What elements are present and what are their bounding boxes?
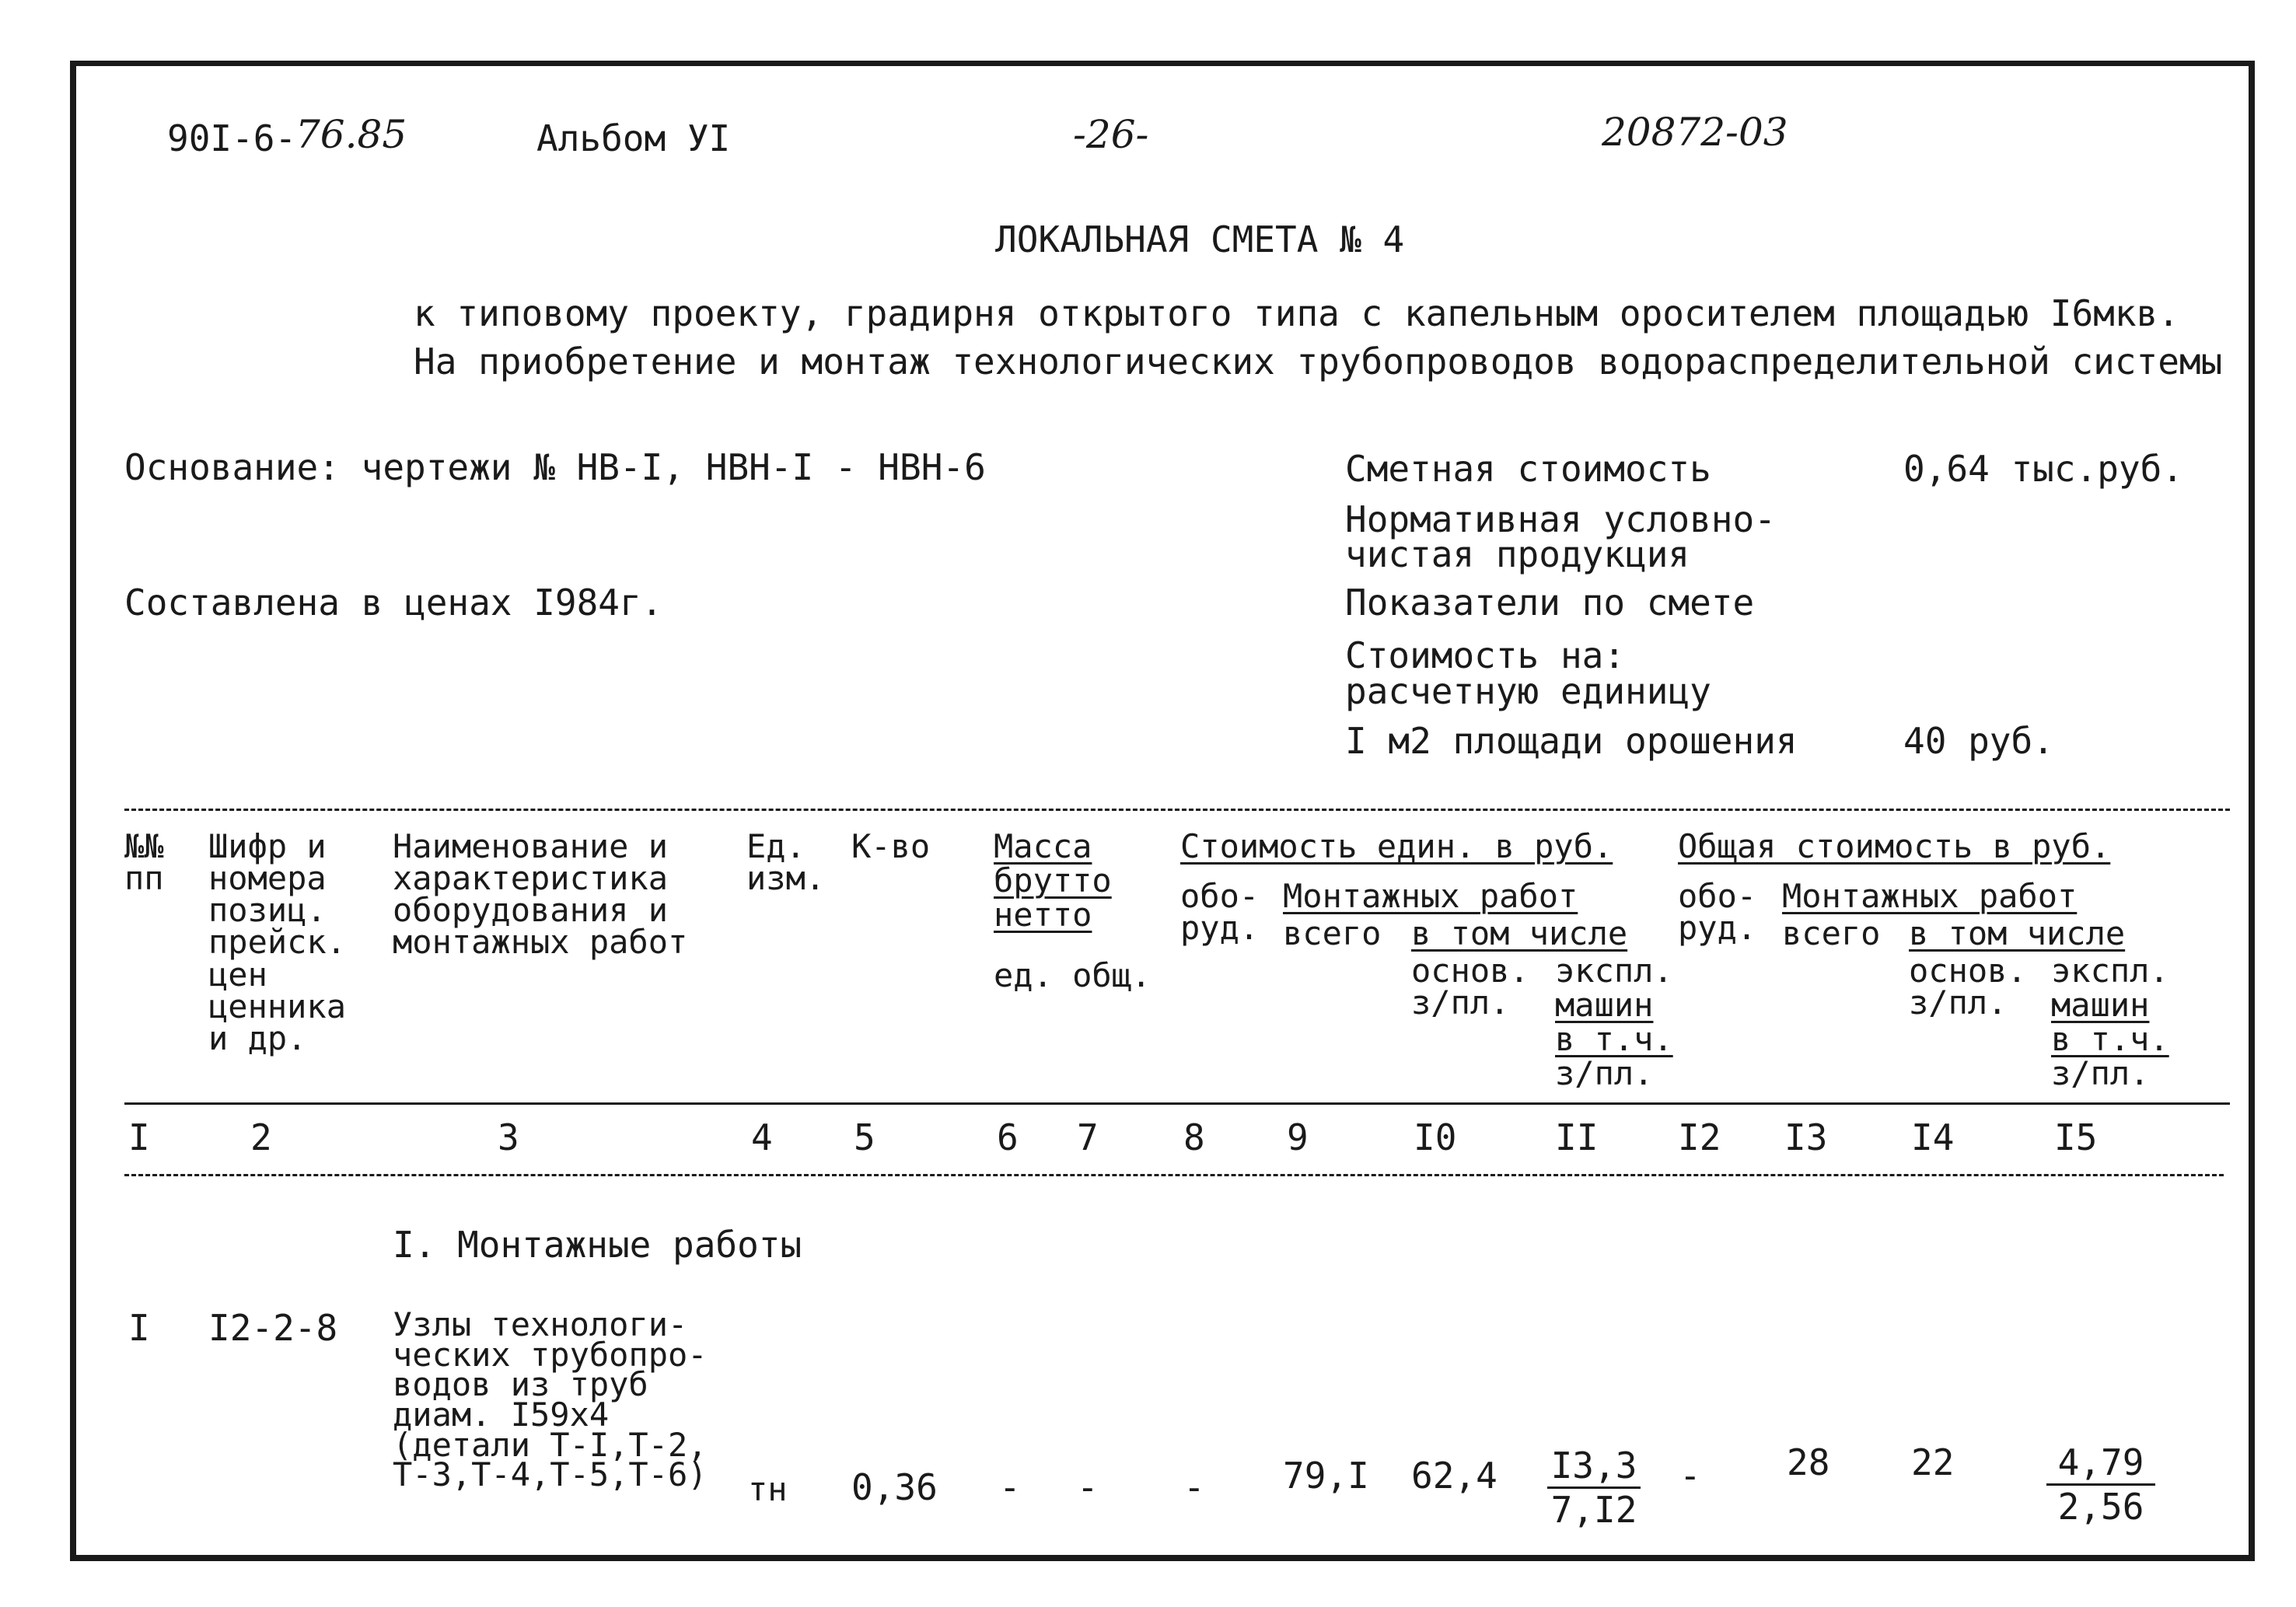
column-number: 9 bbox=[1287, 1116, 1309, 1158]
area-label: I м2 площади орошения bbox=[1345, 720, 1798, 762]
header-mass-brutto: брутто bbox=[994, 861, 1112, 900]
header-unit-mount: Монтажных работ bbox=[1283, 877, 1578, 915]
row-machines-wage-unit: 7,I2 bbox=[1550, 1489, 1637, 1531]
row-machines-total-fraction bbox=[2046, 1441, 2155, 1528]
column-number: 2 bbox=[250, 1116, 272, 1158]
area-value: 40 руб. bbox=[1903, 720, 2054, 762]
column-number: I bbox=[128, 1116, 150, 1158]
normative-label-2: чистая продукция bbox=[1345, 533, 1690, 575]
page-number: -26- bbox=[1073, 112, 1149, 157]
header-unit-machines: экспл. bbox=[1555, 952, 1673, 990]
column-number: 4 bbox=[751, 1116, 773, 1158]
row-base-wage-total: 22 bbox=[1911, 1441, 1955, 1483]
row-mass-unit: - bbox=[999, 1466, 1021, 1508]
document-number: 20872-03 bbox=[1602, 110, 1788, 155]
row-machines-unit: I3,3 bbox=[1547, 1448, 1641, 1489]
column-number: I0 bbox=[1414, 1116, 1457, 1158]
header-total-incl: в том числе bbox=[1909, 914, 2126, 952]
column-number: II bbox=[1555, 1116, 1599, 1158]
header-total-machines: экспл. bbox=[2051, 952, 2169, 990]
header-total-equip: обо- руд. bbox=[1678, 877, 1757, 948]
basis-text: Основание: чертежи № НВ-I, НВН-I - НВН-6 bbox=[124, 446, 986, 488]
table-top-rule bbox=[124, 809, 2230, 811]
header-code: Шифр и номера позиц. прейск. цен ценника и др. bbox=[208, 827, 347, 1057]
column-number: 3 bbox=[498, 1116, 519, 1158]
row-mount-total-unit: 79,I bbox=[1283, 1455, 1369, 1497]
column-number: I4 bbox=[1911, 1116, 1955, 1158]
row-mount-total: 28 bbox=[1787, 1441, 1830, 1483]
row-machines-unit-fraction bbox=[1547, 1445, 1641, 1531]
header-mass-units: ед. общ. bbox=[994, 956, 1151, 994]
column-number: 7 bbox=[1077, 1116, 1099, 1158]
header-unit-equip: обо- руд. bbox=[1180, 877, 1260, 948]
row-base-wage-unit: 62,4 bbox=[1411, 1455, 1497, 1497]
header-total-incl-wage: в т.ч. bbox=[2051, 1020, 2169, 1058]
header-unit-base-wage: основ. з/пл. bbox=[1411, 952, 1529, 1022]
header-row-number: №№ пп bbox=[124, 827, 164, 898]
header-unit-incl: в том числе bbox=[1411, 914, 1628, 952]
header-total-mount-total: всего bbox=[1782, 914, 1881, 952]
indicators-label: Показатели по смете bbox=[1345, 582, 1755, 624]
column-number: I3 bbox=[1784, 1116, 1828, 1158]
column-number: I5 bbox=[2054, 1116, 2098, 1158]
section-title: I. Монтажные работы bbox=[393, 1224, 802, 1266]
unit-cost-label-1: Стоимость на: bbox=[1345, 634, 1626, 676]
header-unit-incl-wage: в т.ч. bbox=[1555, 1020, 1673, 1058]
header-total-incl-wage-bot: з/пл. bbox=[2051, 1054, 2150, 1092]
header-mass: Масса bbox=[994, 827, 1092, 865]
header-unit-machines-u: машин bbox=[1555, 986, 1654, 1024]
header-total-mount: Монтажных работ bbox=[1782, 877, 2078, 915]
header-unit: Ед. изм. bbox=[746, 827, 826, 898]
row-unit: тн bbox=[748, 1470, 788, 1508]
row-machines-total: 4,79 bbox=[2046, 1445, 2155, 1486]
normative-label-1: Нормативная условно- bbox=[1345, 498, 1776, 540]
header-total-base-wage: основ. з/пл. bbox=[1909, 952, 2027, 1022]
column-numbers-rule bbox=[124, 1174, 2224, 1176]
column-number: 5 bbox=[854, 1116, 875, 1158]
cost-label: Сметная стоимость bbox=[1345, 448, 1711, 490]
row-equip-unit: - bbox=[1183, 1466, 1205, 1508]
subtitle-line-2: На приобретение и монтаж технологических трубопроводов водораспределительной системы bbox=[414, 341, 2223, 383]
header-unit-cost: Стоимость един. в руб. bbox=[1180, 827, 1613, 865]
unit-cost-label-2: расчетную единицу bbox=[1345, 670, 1711, 712]
document-code-handwritten: 76.85 bbox=[295, 112, 407, 157]
album-label: Альбом УI bbox=[536, 117, 731, 159]
column-number: 6 bbox=[997, 1116, 1019, 1158]
header-name: Наименование и характеристика оборудования и монтажных работ bbox=[393, 827, 688, 962]
document-code: 90I-6- bbox=[167, 117, 297, 159]
row-quantity: 0,36 bbox=[851, 1466, 938, 1508]
prices-text: Составлена в ценах I984г. bbox=[124, 582, 663, 624]
page-title: ЛОКАЛЬНАЯ СМЕТА № 4 bbox=[995, 218, 1405, 260]
column-number: I2 bbox=[1678, 1116, 1721, 1158]
header-total-cost: Общая стоимость в руб. bbox=[1678, 827, 2111, 865]
header-bottom-rule bbox=[124, 1102, 2230, 1105]
row-code: I2-2-8 bbox=[208, 1307, 338, 1349]
column-number: 8 bbox=[1183, 1116, 1205, 1158]
header-unit-mount-total: всего bbox=[1283, 914, 1382, 952]
cost-value: 0,64 тыс.руб. bbox=[1903, 448, 2184, 490]
header-total-machines-u: машин bbox=[2051, 986, 2150, 1024]
row-name: Узлы технологи- ческих трубопро- водов из труб диам. I59x4 (детали Т-I,Т-2, Т-3,Т-4,Т-5,Т-6) bbox=[393, 1305, 708, 1494]
row-equip-total: - bbox=[1679, 1455, 1701, 1497]
row-machines-wage-total: 2,56 bbox=[2057, 1486, 2144, 1528]
row-mass-total: - bbox=[1077, 1466, 1099, 1508]
header-mass-netto: нетто bbox=[994, 896, 1092, 934]
subtitle-line-1: к типовому проекту, градирня открытого типа с капельным оросителем площадью I6мкв. bbox=[414, 292, 2179, 334]
row-number: I bbox=[128, 1307, 150, 1349]
header-unit-incl-wage-bot: з/пл. bbox=[1555, 1054, 1654, 1092]
header-quantity: К-во bbox=[851, 827, 931, 865]
